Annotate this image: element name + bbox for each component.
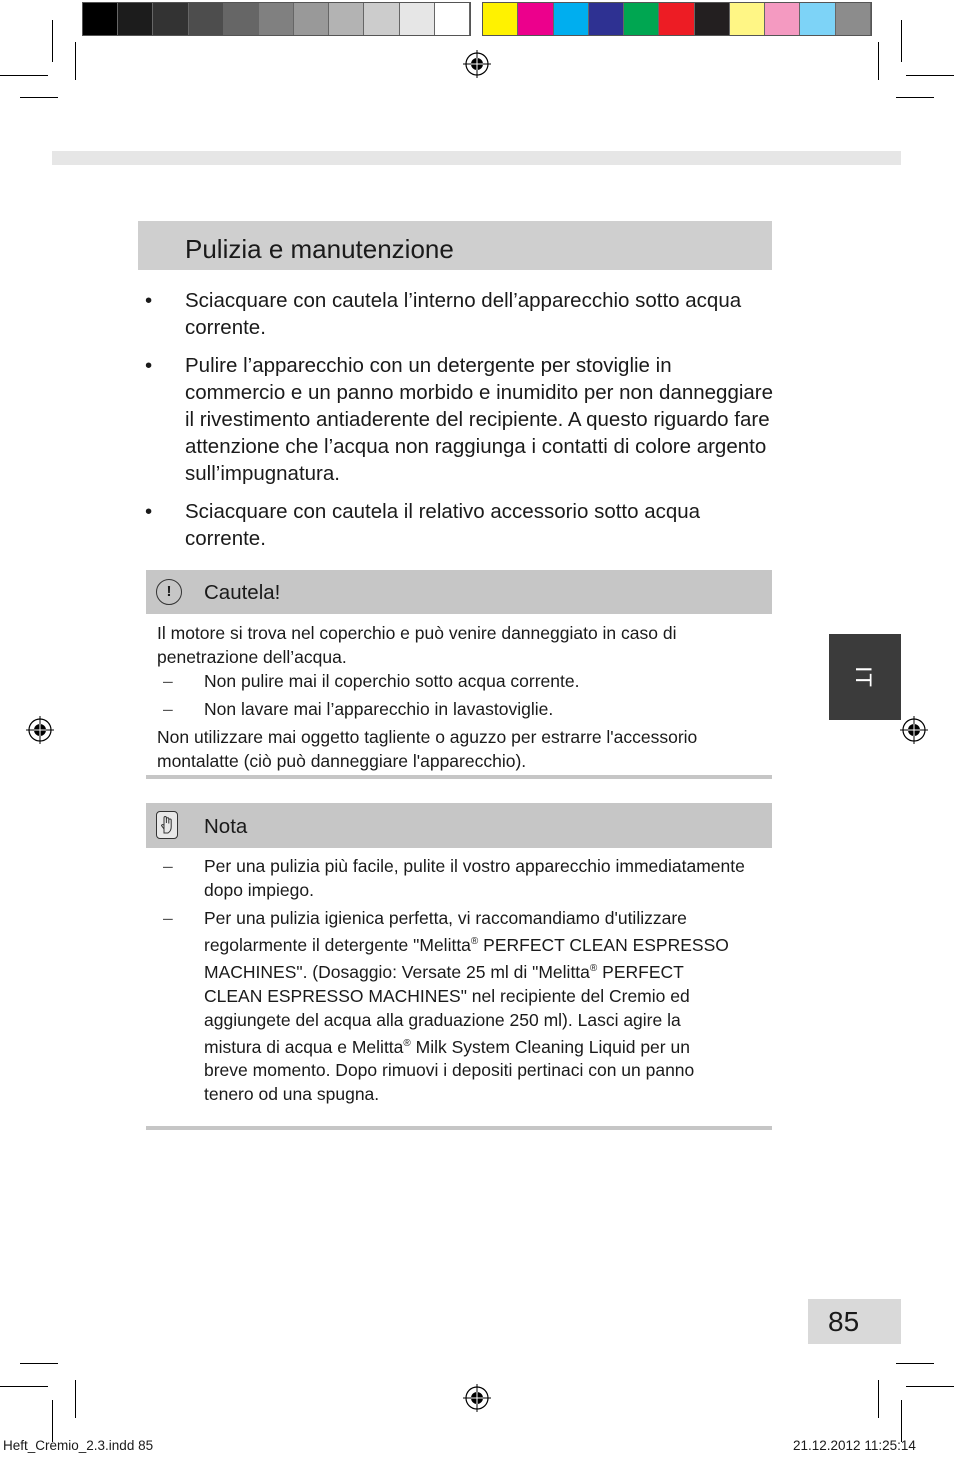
caution-intro: Il motore si trova nel coperchio e può venire danneggiato in caso di penetrazione dell’acqua.: [157, 623, 677, 667]
page-number-box: [808, 1299, 901, 1344]
color-swatch: [659, 3, 694, 35]
list-item: • Pulire l’apparecchio con un detergente per stoviglie in commercio e un panno morbido e inumidito per non danneggiare il rivestimento antiaderente del recipiente. A questo riguardo fare attenzione che l’acqua non raggiunga i contatti di colore argento sull’impugnatura.: [145, 354, 774, 485]
caution-header: [146, 570, 772, 614]
registration-mark-icon: [26, 716, 54, 744]
color-swatch: [836, 3, 871, 35]
color-swatch: [118, 3, 153, 35]
color-swatch: [730, 3, 765, 35]
caution-body: [157, 621, 769, 773]
crop-mark: [906, 1386, 954, 1387]
footer-file-info: Heft_Cremio_2.3.indd 85: [3, 1438, 154, 1453]
language-tab-label: IT: [851, 666, 876, 688]
crop-mark: [75, 1380, 76, 1418]
note-bottom-rule: [146, 1126, 772, 1130]
cleaning-instructions-list: [145, 287, 775, 563]
list-item: – Non lavare mai l’apparecchio in lavastoviglie.: [163, 699, 554, 719]
crop-mark: [52, 20, 53, 62]
list-item: – Per una pulizia più facile, pulite il vostro apparecchio immediatamente dopo impiego.: [163, 856, 745, 900]
note-body: [157, 854, 769, 1106]
color-swatch: [589, 3, 624, 35]
crop-mark: [878, 42, 879, 80]
list-item: – Non pulire mai il coperchio sotto acqua corrente.: [163, 671, 580, 691]
registration-mark-icon: [463, 50, 491, 78]
footer-timestamp: 21.12.2012 11:25:14: [793, 1438, 916, 1453]
section-header: [138, 221, 772, 270]
color-swatch: [329, 3, 364, 35]
color-swatch: [294, 3, 329, 35]
color-swatch: [800, 3, 835, 35]
caution-bottom-rule: [146, 775, 772, 779]
color-control-bar: [482, 2, 872, 36]
crop-mark: [896, 1363, 934, 1364]
color-swatch: [695, 3, 730, 35]
caution-title: Cautela!: [204, 581, 281, 604]
crop-mark: [878, 1380, 879, 1418]
top-decorative-band: [52, 151, 901, 165]
language-tab: [829, 634, 901, 720]
list-item: • Sciacquare con cautela il relativo accessorio sotto acqua corrente.: [145, 500, 701, 550]
note-header: [146, 803, 772, 848]
color-swatch: [518, 3, 553, 35]
hand-note-icon: [156, 811, 178, 839]
grayscale-color-bar: [82, 2, 471, 36]
color-swatch: [624, 3, 659, 35]
crop-mark: [901, 20, 902, 62]
crop-mark: [20, 1363, 58, 1364]
note-title: Nota: [204, 815, 248, 838]
list-item: – Per una pulizia igienica perfetta, vi raccomandiamo d'utilizzare regolarmente il detergente "Melitta® PERFECT CLEAN ESPRESSO MACHINES". (Dosaggio: Versate 25 ml di "Melitta® PERFECT CLEAN ESPRESSO MACHINES" nel recipiente del Cremio ed aggiungete del acqua alla graduazione 250 ml). Lasci agire la mistura di acqua e Melitta® Milk System Cleaning Liquid per un breve momento. Dopo rimuovi i depositi pertinaci con un panno tenero od una spugna.: [163, 908, 729, 1105]
color-swatch: [259, 3, 294, 35]
crop-mark: [896, 97, 934, 98]
section-title: Pulizia e manutenzione: [185, 234, 454, 264]
crop-mark: [52, 1400, 53, 1442]
crop-mark: [75, 42, 76, 80]
color-swatch: [189, 3, 224, 35]
color-swatch: [554, 3, 589, 35]
color-swatch: [483, 3, 518, 35]
crop-mark: [20, 97, 58, 98]
color-swatch: [83, 3, 118, 35]
crop-mark: [906, 75, 954, 76]
registration-mark-icon: [900, 716, 928, 744]
warning-icon: !: [156, 579, 182, 605]
page-number: 85: [828, 1306, 860, 1337]
color-swatch: [224, 3, 259, 35]
crop-mark: [0, 75, 48, 76]
crop-mark: [0, 1386, 48, 1387]
registration-mark-icon: [463, 1384, 491, 1412]
color-swatch: [364, 3, 399, 35]
color-swatch: [765, 3, 800, 35]
caution-outro: Non utilizzare mai oggetto tagliente o aguzzo per estrarre l'accessorio montalatte (ciò può danneggiare l'apparecchio).: [157, 727, 698, 771]
crop-mark: [901, 1400, 902, 1442]
color-swatch: [435, 3, 470, 35]
color-swatch: [400, 3, 435, 35]
list-item: • Sciacquare con cautela l’interno dell’apparecchio sotto acqua corrente.: [145, 289, 742, 339]
color-swatch: [153, 3, 188, 35]
